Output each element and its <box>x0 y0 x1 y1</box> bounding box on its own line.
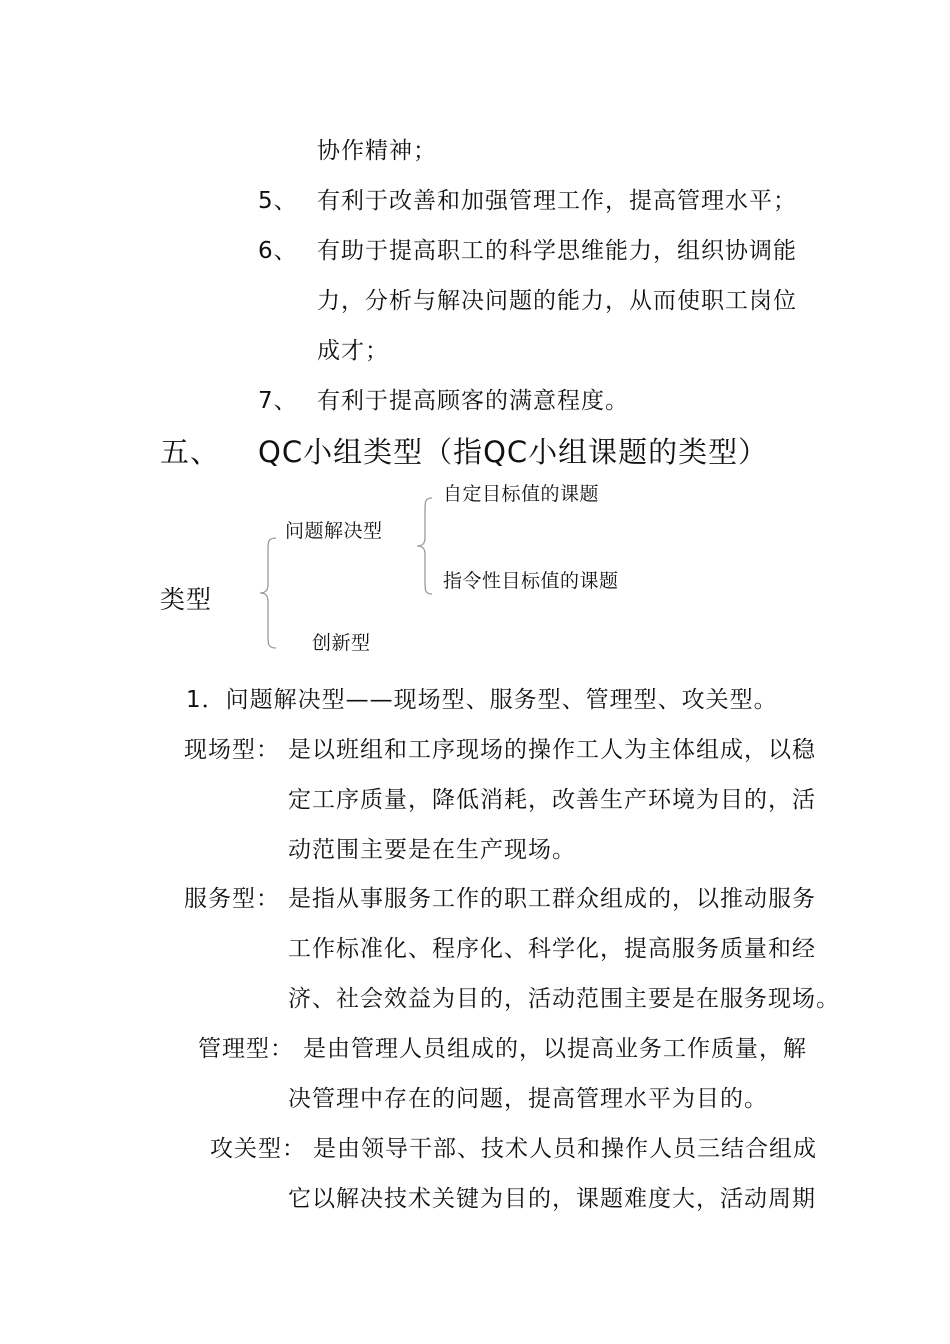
list-item-5-number: 5、 <box>258 188 298 214</box>
type-tackle-term: 攻关型： <box>210 1136 306 1162</box>
list-item-4-tail: 协作精神； <box>317 138 437 164</box>
tree-node-innovation: 创新型 <box>312 632 371 654</box>
type-service-line-1: 是指从事服务工作的职工群众组成的，以推动服务 <box>288 886 816 912</box>
tree-leaf-directive-target: 指令性目标值的课题 <box>443 570 619 592</box>
subsection-heading: 1．问题解决型——现场型、服务型、管理型、攻关型。 <box>186 687 778 713</box>
tree-brace-outer <box>258 536 278 650</box>
type-management-line-2: 决管理中存在的问题，提高管理水平为目的。 <box>288 1086 768 1112</box>
list-item-7-text: 有利于提高顾客的满意程度。 <box>317 388 629 414</box>
type-onsite-line-3: 动范围主要是在生产现场。 <box>288 837 576 863</box>
tree-brace-inner <box>414 496 434 596</box>
tree-node-problem-solving: 问题解决型 <box>285 520 383 542</box>
type-tackle-line-2: 它以解决技术关键为目的，课题难度大，活动周期 <box>288 1186 816 1212</box>
section-title: QC小组类型（指QC小组课题的类型） <box>258 435 769 469</box>
list-item-6-line-2: 力，分析与解决问题的能力，从而使职工岗位 <box>317 288 797 314</box>
type-onsite-line-2: 定工序质量，降低消耗，改善生产环境为目的，活 <box>288 787 816 813</box>
type-service-term: 服务型： <box>184 886 280 912</box>
list-item-7-number: 7、 <box>258 388 298 414</box>
list-item-6-line-3: 成才； <box>317 338 389 364</box>
section-number: 五、 <box>160 435 221 469</box>
type-tackle-line-1: 是由领导干部、技术人员和操作人员三结合组成 <box>313 1136 817 1162</box>
type-service-line-3: 济、社会效益为目的，活动范围主要是在服务现场。 <box>288 986 840 1012</box>
list-item-6-line-1: 有助于提高职工的科学思维能力，组织协调能 <box>317 238 797 264</box>
tree-root-label: 类型 <box>160 585 213 614</box>
tree-leaf-self-target: 自定目标值的课题 <box>443 483 600 505</box>
type-management-line-1: 是由管理人员组成的，以提高业务工作质量，解 <box>303 1036 807 1062</box>
type-onsite-line-1: 是以班组和工序现场的操作工人为主体组成，以稳 <box>288 737 816 763</box>
type-onsite-term: 现场型： <box>184 737 280 763</box>
type-service-line-2: 工作标准化、程序化、科学化，提高服务质量和经 <box>288 936 816 962</box>
list-item-6-number: 6、 <box>258 238 298 264</box>
type-management-term: 管理型： <box>198 1036 294 1062</box>
list-item-5-text: 有利于改善和加强管理工作，提高管理水平； <box>317 188 797 214</box>
